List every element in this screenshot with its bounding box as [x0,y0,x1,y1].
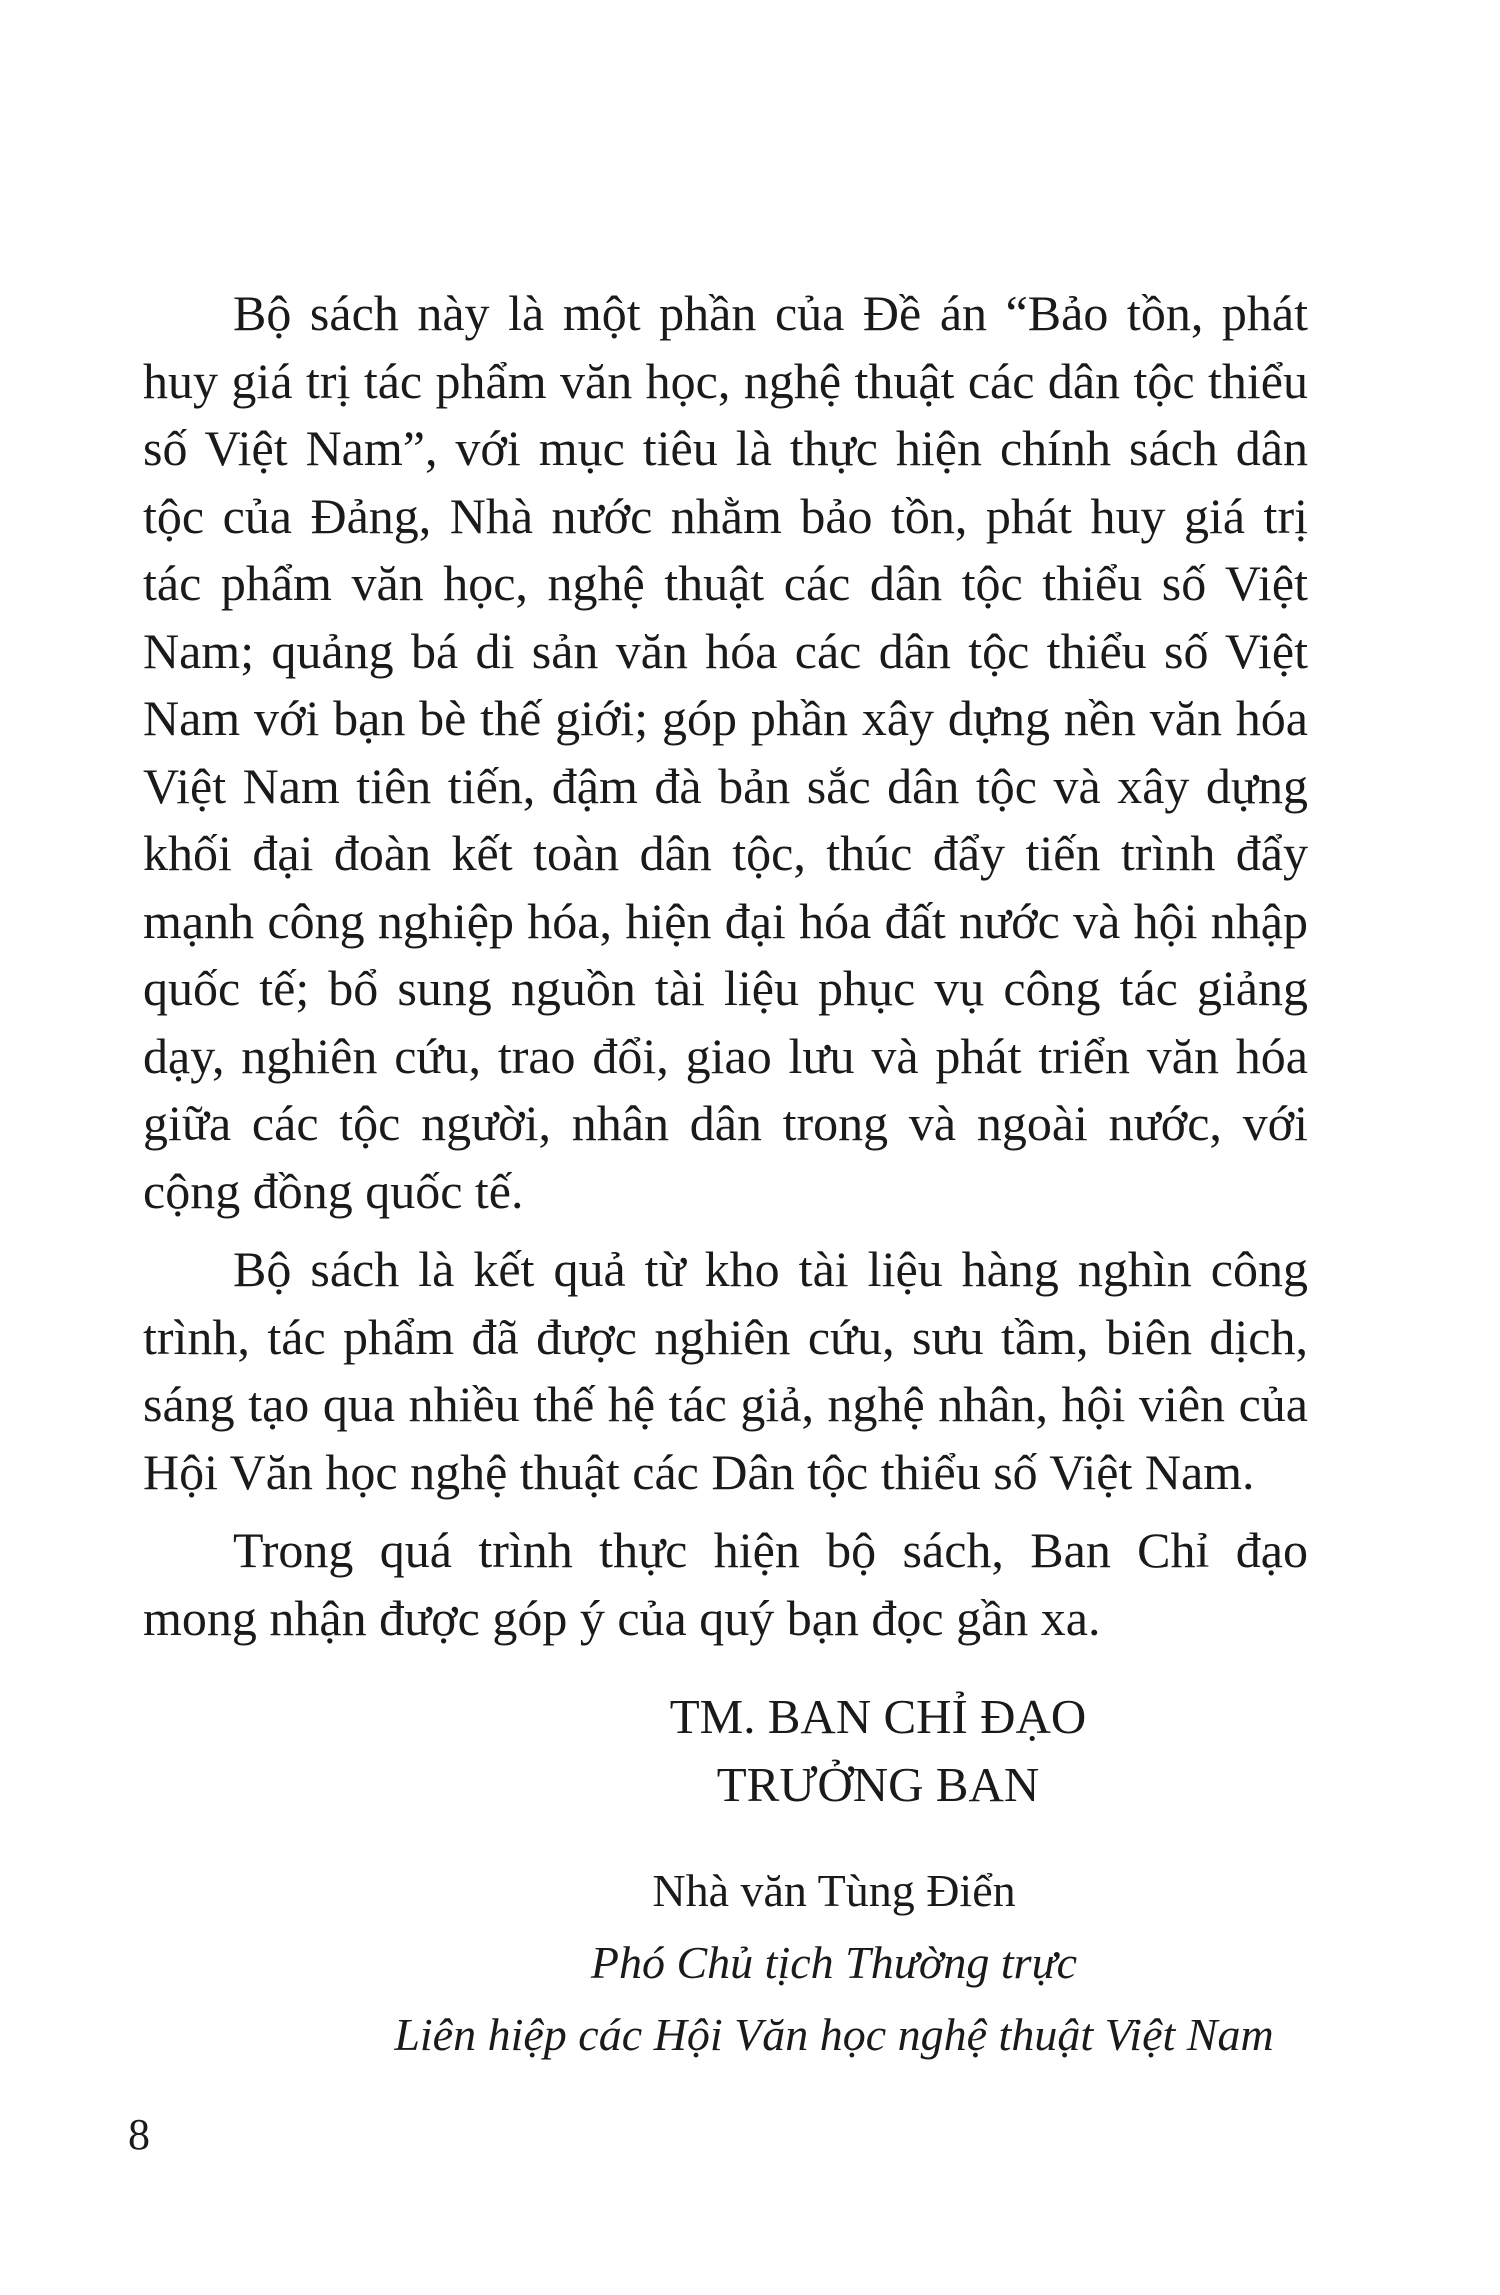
signature-title-line-2: Liên hiệp các Hội Văn học nghệ thuật Việt Nam [394,2009,1274,2060]
signature-person [143,1855,1308,2071]
paragraph-2: Bộ sách là kết quả từ kho tài liệu hàng nghìn công trình, tác phẩm đã được nghiên cứu, sưu tầm, biên dịch, sáng tạo qua nhiều thế hệ tác giả, nghệ nhân, hội viên của Hội Văn học nghệ thuật các Dân tộc thiểu số Việt Nam. [143,1241,1308,1500]
paragraph-1: Bộ sách này là một phần của Đề án “Bảo tồn, phát huy giá trị tác phẩm văn học, nghệ thuật các dân tộc thiểu số Việt Nam”, với mục tiêu là thực hiện chính sách dân tộc của Đảng, Nhà nước nhằm bảo tồn, phát huy giá trị tác phẩm văn học, nghệ thuật các dân tộc thiểu số Việt Nam; quảng bá di sản văn hóa các dân tộc thiểu số Việt Nam với bạn bè thế giới; góp phần xây dựng nền văn hóa Việt Nam tiên tiến, đậm đà bản sắc dân tộc và xây dựng khối đại đoàn kết toàn dân tộc, thúc đẩy tiến trình đẩy mạnh công nghiệp hóa, hiện đại hóa đất nước và hội nhập quốc tế; bổ sung nguồn tài liệu phục vụ công tác giảng dạy, nghiên cứu, trao đổi, giao lưu và phát triển văn hóa giữa các tộc người, nhân dân trong và ngoài nước, với cộng đồng quốc tế. [143,285,1308,1219]
page-number: 8 [128,2110,150,2159]
signature-org [143,1683,1308,1819]
signature-org-line-2: TRƯỞNG BAN [716,1757,1040,1812]
signature-title-line-1: Phó Chủ tịch Thường trực [590,1937,1078,1988]
signature-org-line-1: TM. BAN CHỈ ĐẠO [669,1689,1087,1744]
paragraph-3: Trong quá trình thực hiện bộ sách, Ban Chỉ đạo mong nhận được góp ý của quý bạn đọc gần xa. [143,1522,1308,1646]
signature-org-block [553,1683,1203,1819]
body-text [143,280,1308,1663]
signature-name: Nhà văn Tùng Điển [652,1865,1016,1916]
signature-person-block [354,1855,1314,2071]
